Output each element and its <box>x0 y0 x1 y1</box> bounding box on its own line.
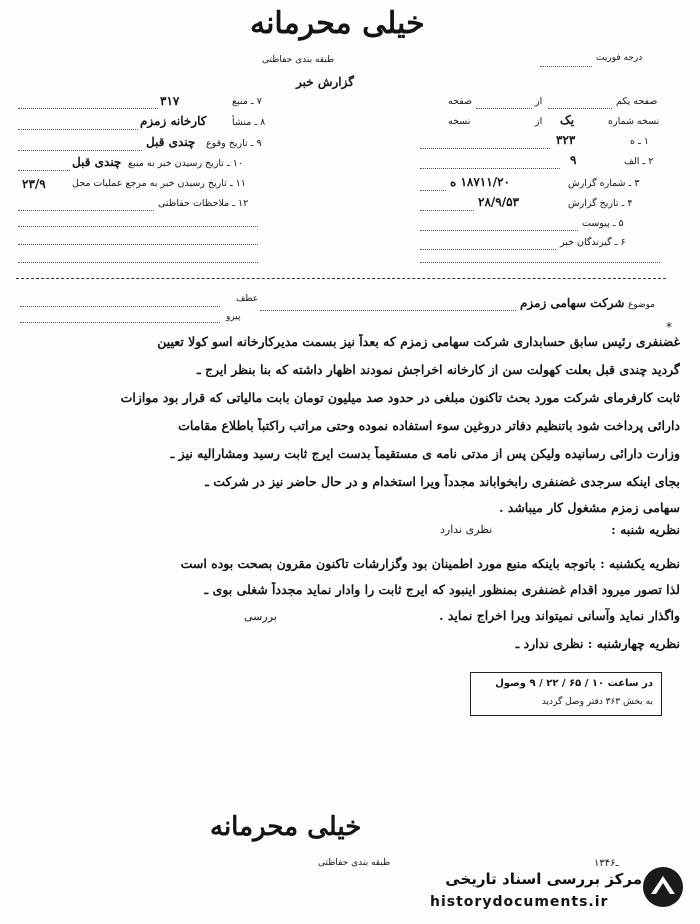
field-source-label: ۷ ـ منبع <box>232 96 262 107</box>
opinion-saturday-hand: نظری ندارد <box>440 523 493 536</box>
priority-dots <box>540 66 592 67</box>
field-alef-value: ۹ <box>570 153 577 167</box>
field-date-received-value: چندی قبل <box>72 155 122 169</box>
body-line: بجای اینکه سرجدی غضنفری رابخواباند مجدداً ویرا استخدام و در حال حاضر نیز در شرکت ـ <box>205 474 680 489</box>
opinion-sunday-hand: بررسی <box>244 610 277 623</box>
opinion-sunday-2: لذا تصور میرود اقدام غضنفری بمنظور اینبود که ایرج ثابت را وادار نماید مجدداً شغلی بوی ـ <box>204 582 680 597</box>
field-page-end: صفحه <box>448 96 473 107</box>
field-h-label: ۱ ـ ه <box>630 136 649 147</box>
body-line: دارائی پرداخت شود باتنظیم دفاتر دروغین سوء استفاده نموده وحتی مراتب راکتباً باطلاع مقامات <box>178 418 680 433</box>
field-copy-mid: از <box>535 116 543 127</box>
field-recipients-label: ۶ ـ گیرندگان خبر <box>560 237 626 248</box>
body-line: گردید چندی قبل بعلت کهولت سن از کارخانه اخراجش نمودند اظهار داشته که بنا بنظر ایرج ـ <box>196 362 680 377</box>
asterisk-mark: * <box>666 320 672 334</box>
opinion-wednesday: نظریه چهارشنبه : نظری ندارد ـ <box>515 636 680 651</box>
field-report-number-label: ۳ ـ شماره گزارش <box>568 178 640 189</box>
field-security-notes-label: ۱۲ ـ ملاحظات حفاظتی <box>158 198 249 209</box>
field-copy-label: نسخه شماره <box>608 116 660 127</box>
header-separator <box>16 278 666 279</box>
field-origin-label: ۸ ـ منشأ <box>232 117 266 128</box>
body-line: وزارت دارائی رسانیده ولیکن پس از مدتی نامه ی مستقیماً بدست ایرج ثابت رسید ومشارالیه نیز ـ <box>170 446 680 461</box>
body-line: ثابت کارفرمای شرکت مورد بحث تاکنون مبلغی در حدود صد میلیون تومان بابت مالیاتی که قرار بود موازات <box>120 390 680 405</box>
opinion-sunday-3: واگذار نماید وآسانی نمیتواند ویرا اخراج نماید . <box>439 608 680 623</box>
archive-logo-icon <box>640 864 686 910</box>
field-attachment-label: ۵ ـ پیوست <box>582 218 624 229</box>
field-report-date-value: ۲۸/۹/۵۳ <box>478 195 519 209</box>
watermark-en: historydocuments.ir <box>430 894 609 910</box>
field-source-value: ۳۱۷ <box>160 94 180 108</box>
field-date-ops-label: ۱۱ ـ تاریخ رسیدن خبر به مرجع عملیات محل <box>72 178 246 189</box>
field-date-received-label: ۱۰ ـ تاریخ رسیدن خبر به منبع <box>128 158 243 169</box>
report-type-title: گزارش خبر <box>296 75 354 89</box>
field-report-number-value: ۱۸۷۱۱/۲۰ ه <box>450 175 510 189</box>
page-code: ۱۳ـ۴۶ <box>594 858 619 869</box>
field-copy-end: نسخه <box>448 116 471 127</box>
field-date-occurrence-value: چندی قبل <box>146 135 196 149</box>
subject-label: موضوع <box>628 300 656 310</box>
opinion-sunday: نظریه یکشنبه : باتوجه باینکه منبع مورد اطمینان بود وگزارشات تاکنون مقرون بصحت بوده است <box>180 556 680 571</box>
field-page-mid: از <box>535 96 543 107</box>
opinion-saturday: نظریه شنبه : <box>611 522 680 537</box>
field-date-ops-value: ۲۳/۹ <box>22 177 46 191</box>
field-h-value: ۳۲۳ <box>556 133 576 147</box>
receipt-stamp-line1: در ساعت ۱۰ / ۶۵ / ۲۲ / ۹ وصول <box>495 678 653 689</box>
field-report-date-label: ۴ ـ تاریخ گزارش <box>568 198 633 209</box>
priority-label: درجه فوریت <box>596 53 643 63</box>
receipt-stamp-line2: به بخش ۳۶۳ دفتر وصل گردید <box>541 697 653 707</box>
body-line: سهامی زمزم مشغول کار میباشد . <box>499 500 680 515</box>
receipt-stamp <box>470 672 662 716</box>
field-date-occurrence-label: ۹ ـ تاریخ وقوع <box>206 138 262 149</box>
body-line: غضنفری رئیس سابق حسابداری شرکت سهامی زمزم که بعداً نیز بسمت مدیرکارخانه اسو کولا تعیین <box>157 334 680 349</box>
classification-top: خیلی محرمانه <box>250 6 425 41</box>
field-copy-value: یک <box>560 113 575 127</box>
watermark-fa: مرکز بررسی اسناد تاریخی <box>445 870 642 888</box>
field-page-label: صفحه یکم <box>616 96 658 107</box>
field-alef-label: ۲ ـ الف <box>624 156 654 167</box>
ref-label: عطف <box>236 294 259 304</box>
classification-caption-top: طبقه بندی حفاظتی <box>262 55 335 65</box>
field-origin-value: کارخانه زمزم <box>140 114 207 128</box>
ref-label-2: پیرو <box>226 312 241 322</box>
classification-bottom: خیلی محرمانه <box>210 812 362 842</box>
classification-caption-bottom: طبقه بندی حفاظتی <box>318 858 391 868</box>
subject-value: شرکت سهامی زمزم <box>520 296 625 310</box>
